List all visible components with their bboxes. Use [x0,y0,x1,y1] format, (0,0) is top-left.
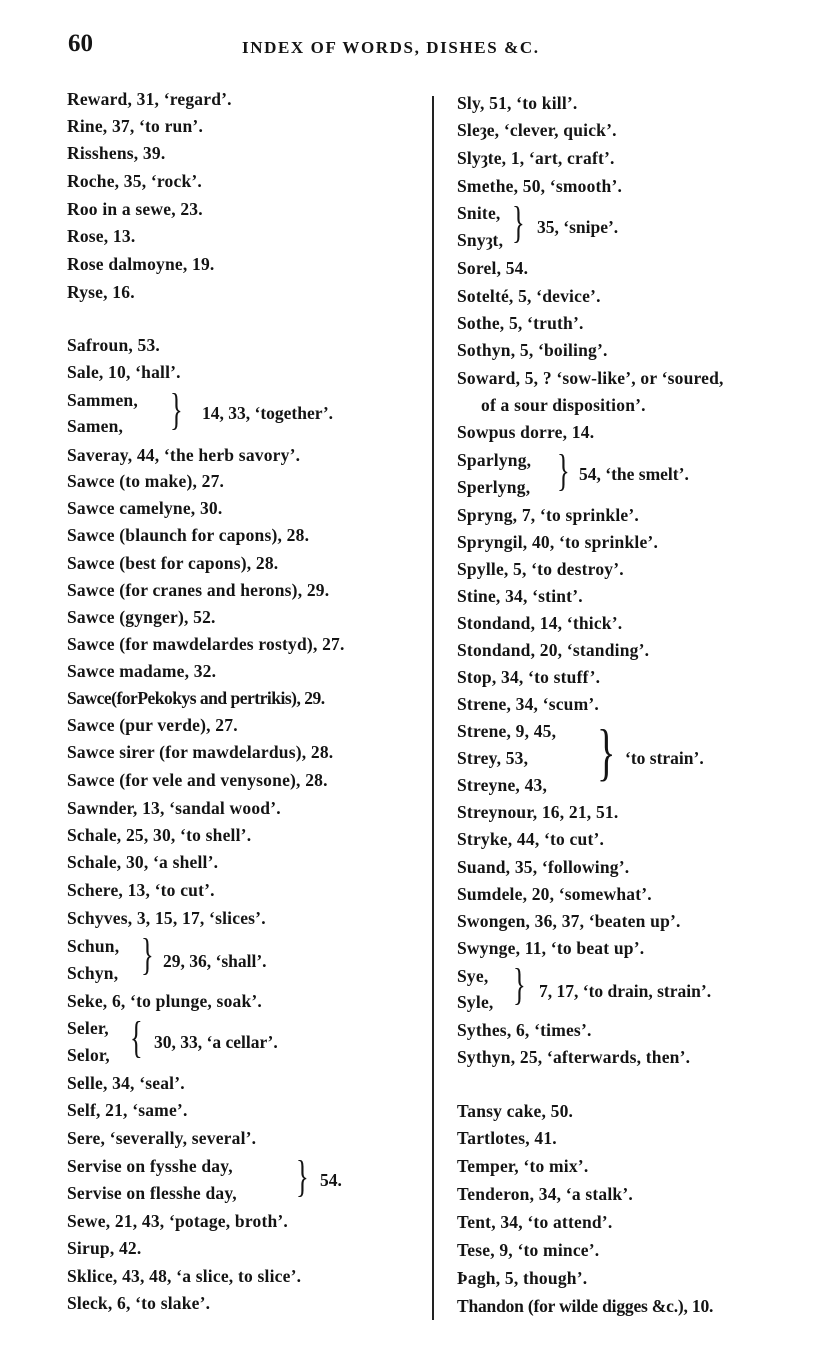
index-entry: Slyȝte, 1, ‘art, craft’. [457,148,615,168]
index-entry: Sawce madame, 32. [67,661,217,681]
index-entry: Sawce (gynger), 52. [67,607,216,627]
index-entry: Reward, 31, ‘regard’. [67,89,232,109]
index-entry: Sythes, 6, ‘times’. [457,1020,592,1040]
index-entry: Sothe, 5, ‘truth’. [457,313,584,333]
index-entry: Swynge, 11, ‘to beat up’. [457,938,645,958]
index-entry: Strey, 53, [457,748,529,768]
index-entry: Tenderon, 34, ‘a stalk’. [457,1184,633,1204]
index-entry: Rose, 13. [67,226,136,246]
index-entry: Roche, 35, ‘rock’. [67,171,202,191]
index-entry: Sammen, [67,390,138,410]
brace-glyph: } [597,716,616,787]
index-entry: Sparlyng, [457,450,532,470]
index-entry: Rose dalmoyne, 19. [67,254,215,274]
index-entry: Streynour, 16, 21, 51. [457,802,619,822]
index-entry: Stop, 34, ‘to stuff’. [457,667,601,687]
running-title: INDEX OF WORDS, DISHES &C. [242,38,540,57]
index-entry: Schun, [67,936,120,956]
index-entry: Schyves, 3, 15, 17, ‘slices’. [67,908,266,928]
index-entry: Strene, 34, ‘scum’. [457,694,599,714]
index-entry: Thandon (for wilde digges &c.), 10. [457,1296,714,1316]
index-entry: Sleȝe, ‘clever, quick’. [457,120,617,140]
index-entry: Tent, 34, ‘to attend’. [457,1212,613,1232]
index-entry: Sklice, 43, 48, ‘a slice, to slice’. [67,1266,302,1286]
index-entry: Sumdele, 20, ‘somewhat’. [457,884,652,904]
index-entry: Seke, 6, ‘to plunge, soak’. [67,991,263,1011]
index-entry: Sawce sirer (for mawdelardus), 28. [67,742,334,762]
brace-glyph: } [557,446,570,495]
group-gloss: 35, ‘snipe’. [537,217,619,237]
index-entry: Schale, 25, 30, ‘to shell’. [67,825,252,845]
index-entry: Sleck, 6, ‘to slake’. [67,1293,211,1313]
index-entry: Suand, 35, ‘following’. [457,857,630,877]
index-entry: Tese, 9, ‘to mince’. [457,1240,600,1260]
index-entry: Samen, [67,416,124,436]
group-gloss: 54, ‘the smelt’. [579,464,689,484]
group-gloss: 30, 33, ‘a cellar’. [154,1032,278,1052]
index-entry: Ryse, 16. [67,282,135,302]
index-entry: Sawce (blaunch for capons), 28. [67,525,310,545]
index-entry: Strene, 9, 45, [457,721,557,741]
index-entry: Temper, ‘to mix’. [457,1156,589,1176]
group-gloss: 29, 36, ‘shall’. [163,951,267,971]
index-entry: Snyȝt, [457,230,504,250]
index-entry: Sawce (for cranes and herons), 29. [67,580,330,600]
index-entry: Swongen, 36, 37, ‘beaten up’. [457,911,681,931]
index-entry: Streyne, 43, [457,775,548,795]
index-entry: Schere, 13, ‘to cut’. [67,880,215,900]
index-entry: Spylle, 5, ‘to destroy’. [457,559,624,579]
index-entry: Sye, [457,966,489,986]
index-entry: Servise on fysshe day, [67,1156,233,1176]
index-entry: Stine, 34, ‘stint’. [457,586,583,606]
index-entry: Sawce (for vele and venysone), 28. [67,770,328,790]
brace-glyph: } [512,198,525,247]
index-entry: Selle, 34, ‘seal’. [67,1073,185,1093]
index-entry: Stondand, 14, ‘thick’. [457,613,623,633]
index-entry: Spryng, 7, ‘to sprinkle’. [457,505,639,525]
index-entry: Rine, 37, ‘to run’. [67,116,204,136]
index-entry: Sothyn, 5, ‘boiling’. [457,340,608,360]
index-entry: Smethe, 50, ‘smooth’. [457,176,623,196]
index-entry: Sowpus dorre, 14. [457,422,595,442]
index-entry: Tartlotes, 41. [457,1128,557,1148]
index-entry: Sly, 51, ‘to kill’. [457,93,578,113]
index-entry: Sawnder, 13, ‘sandal wood’. [67,798,281,818]
group-gloss: 54. [320,1170,342,1190]
index-entry: Stondand, 20, ‘standing’. [457,640,650,660]
group-gloss: 7, 17, ‘to drain, strain’. [539,981,712,1001]
index-entry: Safroun, 53. [67,335,161,355]
index-entry: Sotelté, 5, ‘device’. [457,286,601,306]
index-entry: Sewe, 21, 43, ‘potage, broth’. [67,1211,289,1231]
index-entry: Sorel, 54. [457,258,529,278]
index-entry-continuation: of a sour disposition’. [481,395,646,415]
index-entry: Sythyn, 25, ‘afterwards, then’. [457,1047,691,1067]
index-entry: Sere, ‘severally, several’. [67,1128,257,1148]
column-divider [432,96,434,1320]
group-gloss: 14, 33, ‘together’. [202,403,334,423]
page-number: 60 [68,30,93,57]
brace-glyph: } [170,385,183,434]
index-entry: Schyn, [67,963,119,983]
index-entry: Sawce camelyne, 30. [67,498,223,518]
index-entry: Sawce (best for capons), 28. [67,553,279,573]
index-entry: Saveray, 44, ‘the herb savory’. [67,445,301,465]
index-entry: Sawce(forPekokys and pertrikis), 29. [67,688,325,708]
brace-glyph: } [141,930,154,979]
index-entry: Risshens, 39. [67,143,166,163]
index-entry: Sawce (for mawdelardes rostyd), 27. [67,634,345,654]
index-entry: Sawce (to make), 27. [67,471,225,491]
index-entry: Soward, 5, ? ‘sow-like’, or ‘soured, [457,368,724,388]
index-entry: Sperlyng, [457,477,531,497]
brace-glyph: } [513,960,526,1009]
index-entry: Stryke, 44, ‘to cut’. [457,829,605,849]
index-entry: Sawce (pur verde), 27. [67,715,238,735]
group-gloss: ‘to strain’. [625,748,704,768]
index-entry: Sirup, 42. [67,1238,142,1258]
page-header [0,30,835,70]
brace-glyph: { [130,1013,143,1062]
index-entry: Roo in a sewe, 23. [67,199,203,219]
index-entry: Seler, [67,1018,109,1038]
index-entry: Servise on flesshe day, [67,1183,237,1203]
index-entry: Snite, [457,203,501,223]
index-entry: Þagh, 5, though’. [457,1268,588,1288]
index-entry: Self, 21, ‘same’. [67,1100,188,1120]
index-entry: Selor, [67,1045,110,1065]
brace-glyph: } [296,1152,309,1201]
index-entry: Schale, 30, ‘a shell’. [67,852,219,872]
index-entry: Spryngil, 40, ‘to sprinkle’. [457,532,659,552]
index-entry: Syle, [457,992,494,1012]
index-entry: Sale, 10, ‘hall’. [67,362,181,382]
index-entry: Tansy cake, 50. [457,1101,574,1121]
